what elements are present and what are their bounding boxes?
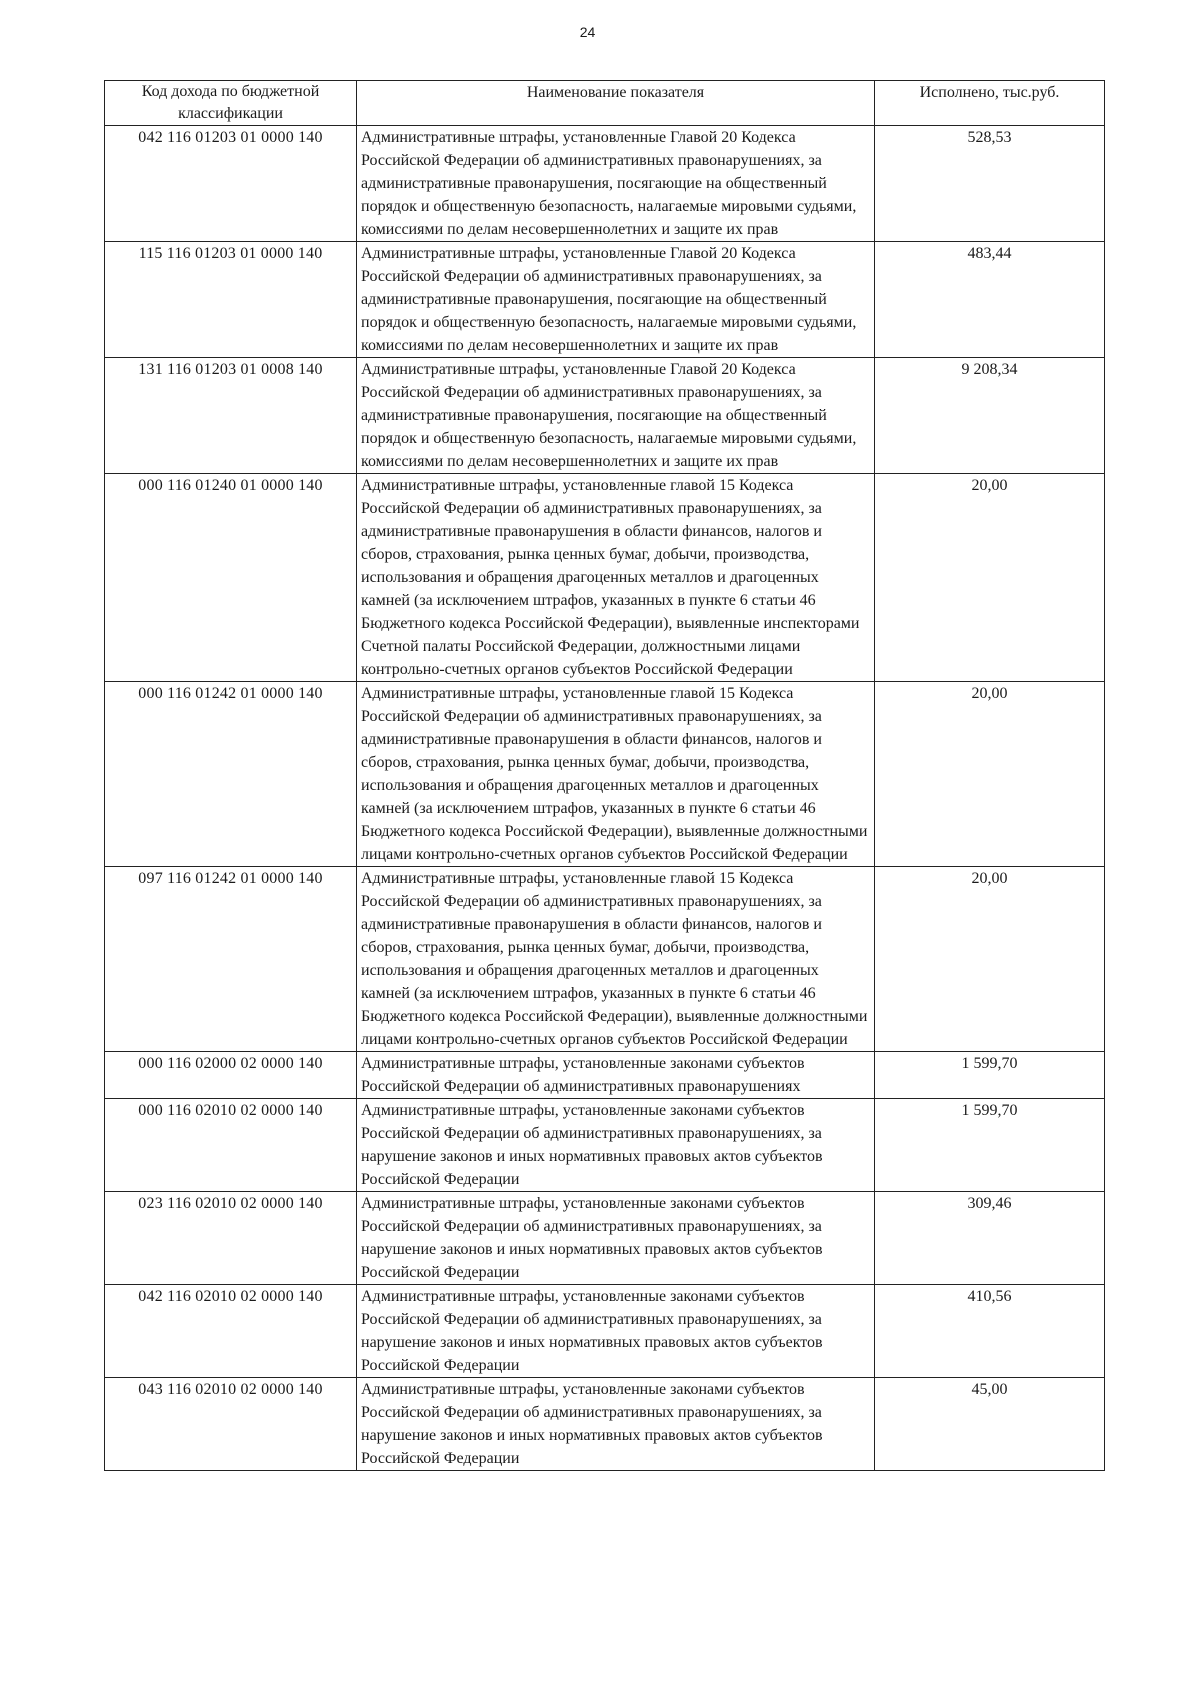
row-code: 000 116 01240 01 0000 140 (105, 474, 357, 682)
row-sum: 20,00 (875, 867, 1105, 1052)
row-sum: 309,46 (875, 1192, 1105, 1285)
row-code: 043 116 02010 02 0000 140 (105, 1378, 357, 1471)
row-sum: 528,53 (875, 126, 1105, 242)
row-sum: 45,00 (875, 1378, 1105, 1471)
table-row (105, 1099, 1105, 1192)
row-name: Административные штрафы, установленные законами субъектов Российской Федерации об административных правонарушениях (357, 1052, 875, 1099)
row-sum: 483,44 (875, 242, 1105, 358)
row-sum: 9 208,34 (875, 358, 1105, 474)
table-row (105, 474, 1105, 682)
row-code: 115 116 01203 01 0000 140 (105, 242, 357, 358)
table-row (105, 1285, 1105, 1378)
row-code: 131 116 01203 01 0008 140 (105, 358, 357, 474)
row-code: 000 116 02010 02 0000 140 (105, 1099, 357, 1192)
table-row (105, 682, 1105, 867)
row-code: 000 116 02000 02 0000 140 (105, 1052, 357, 1099)
row-code: 000 116 01242 01 0000 140 (105, 682, 357, 867)
header-name: Наименование показателя (357, 81, 875, 126)
row-name: Административные штрафы, установленные Главой 20 Кодекса Российской Федерации об административных правонарушениях, за административные правонарушения, посягающие на общественный порядок и общественную безопасность, налагаемые мировыми судьями, комиссиями по делам несовершеннолетних и защите их прав (357, 242, 875, 358)
row-name: Административные штрафы, установленные главой 15 Кодекса Российской Федерации об административных правонарушениях, за административные правонарушения в области финансов, налогов и сборов, страхования, рынка ценных бумаг, добычи, производства, использования и обращения драгоценных металлов и драгоценных камней (за исключением штрафов, указанных в пункте 6 статьи 46 Бюджетного кодекса Российской Федерации), выявленные инспекторами Счетной палаты Российской Федерации, должностными лицами контрольно-счетных органов субъектов Российской Федерации (357, 474, 875, 682)
table-row (105, 1378, 1105, 1471)
row-code: 097 116 01242 01 0000 140 (105, 867, 357, 1052)
row-sum: 1 599,70 (875, 1052, 1105, 1099)
table-row (105, 242, 1105, 358)
header-row (105, 81, 1105, 126)
table-header (105, 81, 1105, 126)
revenue-table (104, 80, 1105, 1471)
table-row (105, 126, 1105, 242)
table-row (105, 1192, 1105, 1285)
row-name: Административные штрафы, установленные главой 15 Кодекса Российской Федерации об административных правонарушениях, за административные правонарушения в области финансов, налогов и сборов, страхования, рынка ценных бумаг, добычи, производства, использования и обращения драгоценных металлов и драгоценных камней (за исключением штрафов, указанных в пункте 6 статьи 46 Бюджетного кодекса Российской Федерации), выявленные должностными лицами контрольно-счетных органов субъектов Российской Федерации (357, 867, 875, 1052)
table-row (105, 867, 1105, 1052)
row-sum: 20,00 (875, 682, 1105, 867)
row-sum: 410,56 (875, 1285, 1105, 1378)
row-name: Административные штрафы, установленные законами субъектов Российской Федерации об административных правонарушениях, за нарушение законов и иных нормативных правовых актов субъектов Российской Федерации (357, 1192, 875, 1285)
row-code: 042 116 01203 01 0000 140 (105, 126, 357, 242)
row-code: 023 116 02010 02 0000 140 (105, 1192, 357, 1285)
row-sum: 20,00 (875, 474, 1105, 682)
header-sum: Исполнено, тыс.руб. (875, 81, 1105, 126)
row-name: Административные штрафы, установленные Главой 20 Кодекса Российской Федерации об административных правонарушениях, за административные правонарушения, посягающие на общественный порядок и общественную безопасность, налагаемые мировыми судьями, комиссиями по делам несовершеннолетних и защите их прав (357, 126, 875, 242)
row-name: Административные штрафы, установленные законами субъектов Российской Федерации об административных правонарушениях, за нарушение законов и иных нормативных правовых актов субъектов Российской Федерации (357, 1099, 875, 1192)
row-sum: 1 599,70 (875, 1099, 1105, 1192)
header-code: Код дохода по бюджетной классификации (105, 81, 357, 126)
row-name: Административные штрафы, установленные законами субъектов Российской Федерации об административных правонарушениях, за нарушение законов и иных нормативных правовых актов субъектов Российской Федерации (357, 1378, 875, 1471)
row-name: Административные штрафы, установленные Главой 20 Кодекса Российской Федерации об административных правонарушениях, за административные правонарушения, посягающие на общественный порядок и общественную безопасность, налагаемые мировыми судьями, комиссиями по делам несовершеннолетних и защите их прав (357, 358, 875, 474)
table-body (105, 126, 1105, 1471)
row-code: 042 116 02010 02 0000 140 (105, 1285, 357, 1378)
row-name: Административные штрафы, установленные главой 15 Кодекса Российской Федерации об административных правонарушениях, за административные правонарушения в области финансов, налогов и сборов, страхования, рынка ценных бумаг, добычи, производства, использования и обращения драгоценных металлов и драгоценных камней (за исключением штрафов, указанных в пункте 6 статьи 46 Бюджетного кодекса Российской Федерации), выявленные должностными лицами контрольно-счетных органов субъектов Российской Федерации (357, 682, 875, 867)
table-row (105, 358, 1105, 474)
row-name: Административные штрафы, установленные законами субъектов Российской Федерации об административных правонарушениях, за нарушение законов и иных нормативных правовых актов субъектов Российской Федерации (357, 1285, 875, 1378)
page-number: 24 (579, 24, 596, 40)
table-row (105, 1052, 1105, 1099)
